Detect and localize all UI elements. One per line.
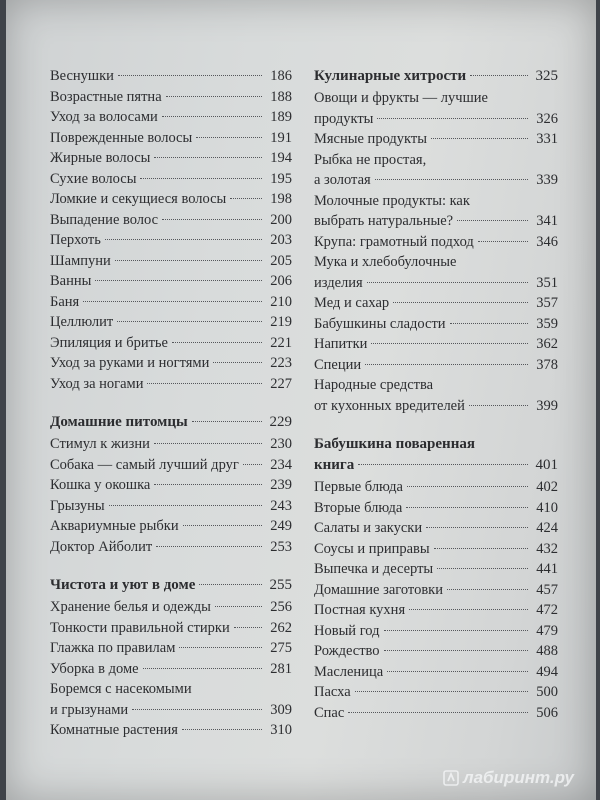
- leader-dots: [109, 505, 262, 506]
- leader-dots: [387, 671, 528, 672]
- toc-entry: [314, 539, 558, 560]
- toc-entry-label: Эпиляция и бритье: [50, 334, 168, 351]
- toc-entry-label: Грызуны: [50, 497, 105, 514]
- toc-entry-label: Сухие волосы: [50, 170, 137, 187]
- toc-page-number: 399: [536, 397, 558, 414]
- toc-page-number: 191: [270, 129, 292, 146]
- toc-entry-label-line1: Молочные продукты: как: [314, 192, 470, 209]
- leader-dots: [166, 96, 262, 97]
- toc-entry: [50, 537, 292, 558]
- toc-page-number: 249: [270, 518, 292, 534]
- toc-entry: [314, 375, 558, 416]
- toc-entry: [314, 662, 558, 683]
- toc-entry: [50, 638, 292, 659]
- toc-page-number: 351: [536, 274, 558, 291]
- toc-entry-label: Доктор Айболит: [50, 538, 153, 555]
- toc-page-number: 200: [270, 211, 292, 228]
- toc-page-number: 432: [536, 540, 558, 557]
- toc-entry-label: Ломкие и секущиеся волосы: [50, 191, 227, 207]
- toc-entry: [50, 271, 292, 292]
- toc-page-number: 331: [536, 131, 558, 147]
- toc-page-number: 359: [536, 315, 558, 332]
- leader-dots: [234, 627, 262, 628]
- toc-entry-label: Выпадение волос: [50, 211, 159, 228]
- toc-entry-label: Салаты и закуски: [314, 520, 423, 536]
- toc-page-number: 203: [270, 232, 292, 248]
- toc-page-number: 339: [536, 172, 558, 188]
- toc-entry: [50, 374, 292, 395]
- leader-dots: [196, 137, 262, 138]
- toc-entry-label: Постная кухня: [314, 602, 406, 618]
- toc-entry: [50, 107, 292, 128]
- toc-entry: [50, 66, 292, 87]
- toc-entry: [50, 169, 292, 190]
- leader-dots: [179, 647, 262, 648]
- toc-entry-label-line2: выбрать натуральные?: [314, 213, 454, 229]
- leader-dots: [447, 589, 528, 590]
- toc-section-title: [314, 66, 558, 87]
- toc-entry-label: Соусы и приправы: [314, 540, 430, 557]
- toc-page-number: 378: [536, 356, 558, 373]
- toc-entry: [50, 189, 292, 210]
- toc-entry: [314, 334, 558, 355]
- toc-entry-label-line2: а золотая: [314, 172, 371, 188]
- toc-entry-label: Уборка в доме: [50, 660, 139, 677]
- toc-entry-label: Новый год: [314, 622, 380, 639]
- toc-entry: [50, 353, 292, 374]
- toc-entry-label: Масленица: [314, 663, 384, 680]
- toc-page-number: 500: [536, 684, 558, 700]
- toc-entry-label-line1: Овощи и фрукты — лучшие: [314, 90, 488, 106]
- toc-page-number: 227: [270, 375, 292, 392]
- leader-dots: [375, 179, 528, 180]
- toc-page-number: 223: [270, 355, 292, 371]
- toc-page-number: 325: [535, 68, 558, 84]
- leader-dots: [154, 484, 262, 485]
- toc-section-pets: [50, 412, 292, 557]
- toc-section-title: [50, 412, 292, 433]
- toc-entry: [50, 496, 292, 517]
- toc-entry-label: Пасха: [314, 684, 351, 700]
- toc-entry: [50, 230, 292, 251]
- leader-dots: [393, 302, 528, 303]
- leader-dots: [118, 75, 262, 76]
- toc-page-number: 256: [270, 599, 292, 615]
- toc-page-number: 326: [536, 110, 558, 127]
- toc-entry: [314, 252, 558, 293]
- toc-page-number: 281: [270, 660, 292, 677]
- toc-entry-label: Специи: [314, 356, 362, 373]
- toc-entry-label: Выпечка и десерты: [314, 561, 434, 577]
- toc-entry-label: Спас: [314, 704, 345, 721]
- labirint-logo-icon: [443, 770, 459, 786]
- section-title-label: Чистота и уют в доме: [50, 577, 196, 593]
- toc-page-number: 309: [270, 701, 292, 718]
- leader-dots: [469, 405, 528, 406]
- toc-entry-label: Жирные волосы: [50, 150, 151, 166]
- toc-entry: [314, 355, 558, 376]
- book-page: [6, 0, 596, 800]
- toc-entry: [314, 191, 558, 232]
- toc-entry-label: Домашние заготовки: [314, 581, 443, 598]
- toc-entry: [50, 87, 292, 108]
- toc-entry-label: Крупа: грамотный подход: [314, 233, 474, 250]
- leader-dots: [154, 443, 262, 444]
- leader-dots: [384, 650, 528, 651]
- toc-entry: [314, 621, 558, 642]
- leader-dots: [199, 584, 262, 585]
- leader-dots: [470, 75, 528, 76]
- toc-entry-label-line2: изделия: [314, 274, 363, 291]
- toc-entry: [314, 600, 558, 621]
- toc-page-number: 243: [270, 497, 292, 514]
- toc-page-number: 253: [270, 538, 292, 555]
- leader-dots: [156, 546, 262, 547]
- toc-section-cleanliness: [50, 575, 292, 741]
- leader-dots: [147, 383, 262, 384]
- leader-dots: [426, 527, 528, 528]
- toc-entry: [50, 597, 292, 618]
- leader-dots: [143, 668, 262, 669]
- toc-section-title: [50, 575, 292, 596]
- toc-entry: [50, 618, 292, 639]
- toc-page-number: 346: [536, 233, 558, 250]
- toc-page-number: 188: [270, 88, 292, 105]
- toc-entry-label: Бабушкины сладости: [314, 315, 446, 332]
- toc-page-number: 457: [536, 581, 558, 598]
- toc-page-number: 230: [270, 436, 292, 452]
- toc-page-number: 229: [269, 414, 292, 430]
- toc-page-number: 262: [270, 619, 292, 636]
- toc-entry-label: Уход за ногами: [50, 375, 144, 392]
- toc-entry-label: Рождество: [314, 643, 380, 659]
- toc-entry-label: Возрастные пятна: [50, 88, 162, 105]
- toc-entry-label: Шампуни: [50, 252, 111, 269]
- toc-entry-label-line1: Мука и хлебобулочные: [314, 254, 457, 270]
- leader-dots: [407, 486, 528, 487]
- toc-entry-label: Хранение белья и одежды: [50, 599, 211, 615]
- toc-entry: [50, 475, 292, 496]
- toc-section-culinary: [314, 66, 558, 416]
- toc-entry-label: Поврежденные волосы: [50, 129, 193, 146]
- toc-entry-label: Аквариумные рыбки: [50, 518, 179, 534]
- toc-entry: [50, 210, 292, 231]
- toc-entry-label: Собака — самый лучший друг: [50, 456, 239, 473]
- toc-entry: [50, 292, 292, 313]
- toc-entry-label: Первые блюда: [314, 479, 403, 495]
- toc-entry-label: Уход за волосами: [50, 109, 158, 125]
- leader-dots: [117, 321, 262, 322]
- toc-entry: [50, 720, 292, 741]
- toc-section-title: [314, 434, 558, 476]
- toc-entry-label: Комнатные растения: [50, 722, 178, 738]
- toc-page-number: 506: [536, 704, 558, 721]
- toc-page-number: 239: [270, 477, 292, 493]
- toc-page-number: 194: [270, 150, 292, 166]
- toc-entry: [314, 580, 558, 601]
- leader-dots: [434, 548, 528, 549]
- toc-entry: [50, 148, 292, 169]
- leader-dots: [358, 464, 528, 465]
- toc-entry: [50, 312, 292, 333]
- toc-page-number: 186: [270, 68, 292, 84]
- toc-left-column: [50, 66, 292, 752]
- toc-entry: [50, 128, 292, 149]
- toc-page-number: 441: [536, 561, 558, 577]
- toc-entry: [314, 314, 558, 335]
- toc-page-number: 221: [270, 334, 292, 351]
- toc-page-number: 424: [536, 520, 558, 536]
- leader-dots: [182, 729, 262, 730]
- toc-entry-label: Веснушки: [50, 68, 114, 84]
- toc-page-number: 189: [270, 109, 292, 125]
- leader-dots: [384, 630, 529, 631]
- toc-page-number: 234: [270, 456, 292, 473]
- toc-entry-label: Глажка по правилам: [50, 640, 176, 656]
- toc-page-number: 206: [270, 273, 292, 289]
- leader-dots: [215, 606, 262, 607]
- leader-dots: [230, 198, 262, 199]
- toc-entry: [314, 641, 558, 662]
- toc-page-number: 275: [270, 640, 292, 656]
- section-title-label: Домашние питомцы: [50, 414, 188, 430]
- leader-dots: [115, 260, 262, 261]
- toc-page-number: 402: [536, 479, 558, 495]
- toc-page-number: 341: [536, 213, 558, 229]
- toc-entry: [314, 150, 558, 191]
- toc-right-column: [314, 66, 558, 734]
- leader-dots: [243, 464, 262, 465]
- toc-page-number: 488: [536, 643, 558, 659]
- leader-dots: [213, 362, 262, 363]
- leader-dots: [348, 712, 528, 713]
- toc-page-number: 410: [536, 499, 558, 516]
- leader-dots: [450, 323, 528, 324]
- leader-dots: [371, 343, 528, 344]
- toc-entry-label: Уход за руками и ногтями: [50, 355, 210, 371]
- section-title-line2: книга: [314, 457, 355, 473]
- labirint-watermark: [443, 768, 574, 788]
- leader-dots: [355, 691, 528, 692]
- leader-dots: [406, 507, 528, 508]
- leader-dots: [365, 364, 528, 365]
- leader-dots: [377, 118, 528, 119]
- leader-dots: [140, 178, 262, 179]
- toc-entry-label: Вторые блюда: [314, 499, 403, 516]
- toc-page-number: 357: [536, 295, 558, 311]
- toc-page-number: 210: [270, 293, 292, 310]
- leader-dots: [132, 709, 262, 710]
- leader-dots: [105, 239, 262, 240]
- toc-entry: [314, 293, 558, 314]
- toc-entry: [314, 232, 558, 253]
- toc-page-number: 472: [536, 602, 558, 618]
- leader-dots: [172, 342, 262, 343]
- toc-entry-label-line2: и грызунами: [50, 701, 129, 718]
- leader-dots: [431, 138, 528, 139]
- section-title-line1: Бабушкина поваренная: [314, 436, 475, 452]
- toc-entry: [50, 333, 292, 354]
- toc-page-number: 195: [270, 170, 292, 187]
- toc-entry: [314, 129, 558, 150]
- toc-page-number: 494: [536, 663, 558, 680]
- toc-page-number: 401: [535, 457, 558, 473]
- leader-dots: [162, 116, 262, 117]
- toc-entry-label: Мед и сахар: [314, 295, 390, 311]
- toc-entry: [314, 682, 558, 703]
- toc-section-cookbook: [314, 434, 558, 723]
- toc-entry: [314, 88, 558, 129]
- leader-dots: [154, 157, 262, 158]
- toc-page-number: 362: [536, 336, 558, 352]
- toc-entry-label-line2: от кухонных вредителей: [314, 397, 465, 414]
- toc-page-number: 255: [269, 577, 292, 593]
- toc-page-number: 479: [536, 622, 558, 639]
- toc-entry-label: Мясные продукты: [314, 131, 427, 147]
- leader-dots: [409, 609, 528, 610]
- toc-entry: [314, 498, 558, 519]
- toc-page-number: 219: [270, 314, 292, 330]
- toc-entry: [50, 659, 292, 680]
- toc-entry-label-line1: Народные средства: [314, 377, 434, 393]
- toc-entry-label: Перхоть: [50, 232, 101, 248]
- toc-entry-label: Целлюлит: [50, 314, 114, 330]
- section-title-label: Кулинарные хитрости: [314, 68, 467, 84]
- toc-entry-label: Кошка у окошка: [50, 477, 151, 493]
- toc-entry: [50, 455, 292, 476]
- toc-entry-label-line2: продукты: [314, 110, 374, 127]
- leader-dots: [162, 219, 262, 220]
- toc-entry: [314, 559, 558, 580]
- toc-entry-label-line1: Рыбка не простая,: [314, 151, 427, 168]
- leader-dots: [478, 241, 528, 242]
- toc-section-beauty: [50, 66, 292, 394]
- leader-dots: [183, 525, 262, 526]
- toc-entry: [50, 516, 292, 537]
- leader-dots: [192, 421, 262, 422]
- toc-entry: [50, 251, 292, 272]
- toc-entry: [314, 477, 558, 498]
- toc-entry-label: Ванны: [50, 273, 92, 289]
- toc-entry-label: Тонкости правильной стирки: [50, 619, 230, 636]
- watermark-text: лабиринт.ру: [463, 768, 574, 787]
- toc-entry-label: Стимул к жизни: [50, 436, 150, 452]
- toc-page-number: 198: [270, 191, 292, 207]
- toc-entry: [314, 703, 558, 724]
- toc-page-number: 310: [270, 722, 292, 738]
- toc-entry-label-line1: Боремся с насекомыми: [50, 681, 192, 697]
- toc-entry: [314, 518, 558, 539]
- leader-dots: [457, 220, 528, 221]
- toc-page-number: 205: [270, 252, 292, 269]
- toc-entry-label: Баня: [50, 293, 80, 310]
- leader-dots: [437, 568, 528, 569]
- leader-dots: [83, 301, 262, 302]
- leader-dots: [367, 282, 528, 283]
- toc-entry-label: Напитки: [314, 336, 368, 352]
- toc-entry: [50, 434, 292, 455]
- toc-entry: [50, 679, 292, 720]
- leader-dots: [95, 280, 262, 281]
